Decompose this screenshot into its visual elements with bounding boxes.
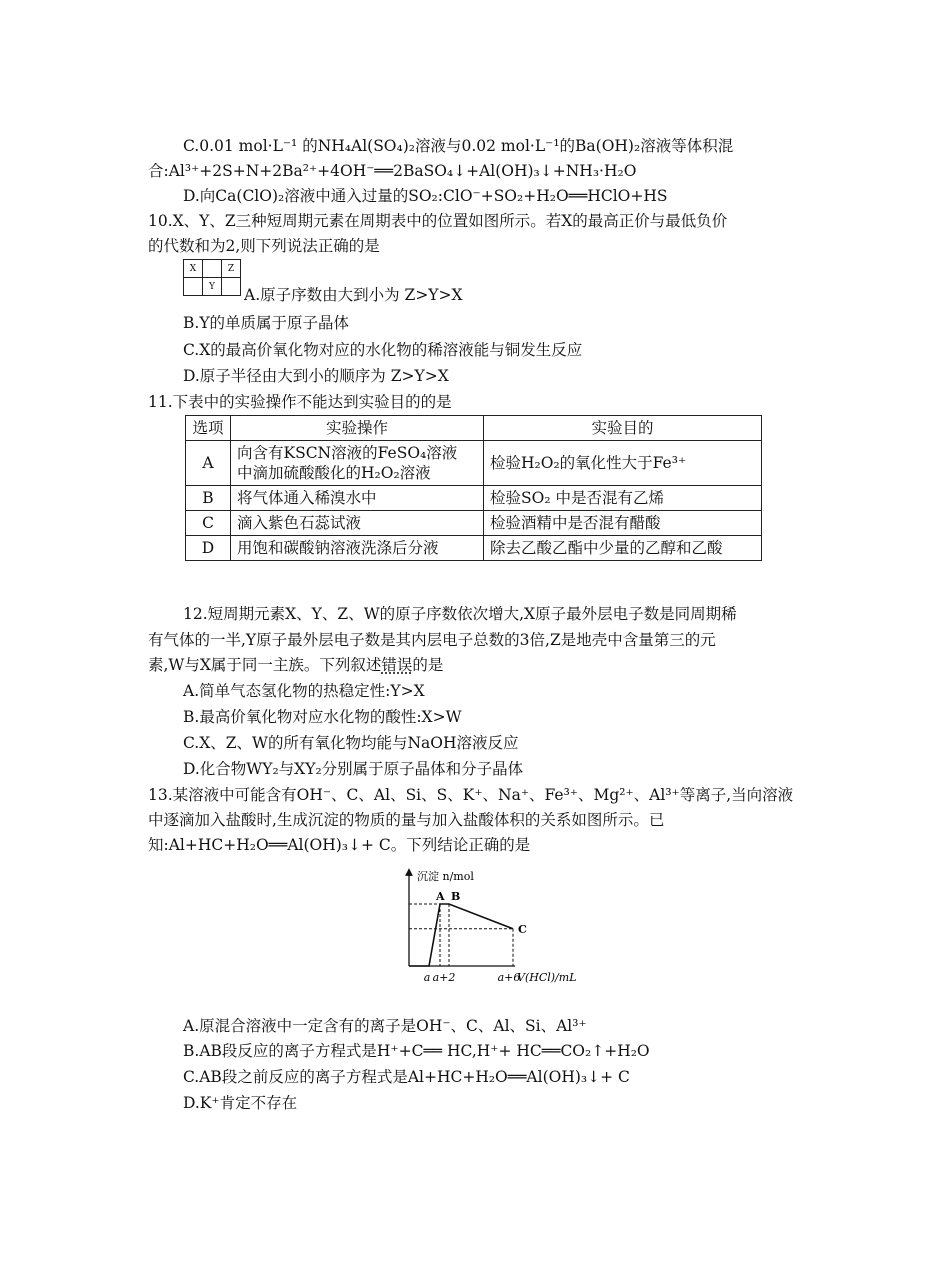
operation-cell [231,441,484,486]
q13-option-c: C.AB段之前反应的离子方程式是Al+HC+H₂O══Al(OH)₃↓+ C [183,1068,630,1086]
table-row [186,536,762,561]
operation-cell: 将气体通入稀溴水中 [231,486,484,511]
operation-line: 向含有KSCN溶液的FeSO₄溶液 [237,444,458,462]
option-cell: C [186,511,231,536]
q9-option-c-line2: 合:Al³⁺+2S+N+2Ba²⁺+4OH⁻══2BaSO₄↓+Al(OH)₃↓+NH₃·H₂O [148,162,637,180]
q13-stem-line2: 中逐滴加入盐酸时,生成沉淀的物质的量与加入盐酸体积的关系如图所示。已 [148,811,665,829]
q9-option-d: D.向Ca(ClO)₂溶液中通入过量的SO₂:ClO⁻+SO₂+H₂O══HClO+HS [183,187,668,205]
cell-empty [184,278,203,296]
q12-option-c: C.X、Z、W的所有氧化物均能与NaOH溶液反应 [183,734,519,752]
q12-option-b: B.最高价氧化物对应水化物的酸性:X>W [183,708,462,726]
option-cell: D [186,536,231,561]
operation-cell: 用饱和碳酸钠溶液洗涤后分液 [231,536,484,561]
q10-stem-line2: 的代数和为2,则下列说法正确的是 [148,237,380,255]
q12-stem-line3 [148,655,443,675]
table-header: 实验目的 [484,416,762,441]
cell-x: X [184,260,203,278]
periodic-table-fragment [183,259,241,296]
option-cell: A [186,441,231,486]
table-row [186,441,762,486]
experiment-table [185,415,762,561]
q10-option-c: C.X的最高价氧化物对应的水化物的稀溶液能与铜发生反应 [183,341,583,359]
cell-empty [203,260,222,278]
q11-stem: 11.下表中的实验操作不能达到实验目的的是 [148,393,452,411]
point-label: A [436,890,445,903]
table-header: 实验操作 [231,416,484,441]
table-row [186,486,762,511]
goal-cell: 除去乙酸乙酯中少量的乙醇和乙酸 [484,536,762,561]
table-header: 选项 [186,416,231,441]
q12-stem-text: 素,W与X属于同一主族。下列叙述 [148,656,382,674]
q10-option-d: D.原子半径由大到小的顺序为 Z>Y>X [183,367,449,385]
goal-cell: 检验H₂O₂的氧化性大于Fe³⁺ [484,441,762,486]
q13-option-d: D.K⁺肯定不存在 [183,1094,298,1112]
q12-emphasis: 错误 [381,656,413,674]
goal-cell: 检验酒精中是否混有醋酸 [484,511,762,536]
goal-cell: 检验SO₂ 中是否混有乙烯 [484,486,762,511]
q12-stem-line1: 12.短周期元素X、Y、Z、W的原子序数依次增大,X原子最外层电子数是同周期稀 [183,605,737,623]
q13-stem-line1: 13.某溶液中可能含有OH⁻、C、Al、Si、S、K⁺、Na⁺、Fe³⁺、Mg²⁺、Al³⁺等离子,当向溶液 [148,786,794,804]
q13-option-a: A.原混合溶液中一定含有的离子是OH⁻、C、Al、Si、Al³⁺ [183,1017,587,1035]
point-label: B [451,890,461,903]
x-tick-label: a+2 [432,971,456,984]
q12-stem-line2: 有气体的一半,Y原子最外层电子数是其内层电子总数的3倍,Z是地壳中含量第三的元 [148,631,716,649]
x-axis-label: V(HCl)/mL [517,971,577,984]
operation-cell: 滴入紫色石蕊试液 [231,511,484,536]
q12-stem-text: 的是 [412,656,444,674]
q13-option-b: B.AB段反应的离子方程式是H⁺+C══ HC,H⁺+ HC══CO₂↑+H₂O [183,1042,650,1060]
q10-option-b: B.Y的单质属于原子晶体 [183,314,350,332]
cell-z: Z [222,260,241,278]
operation-line: 中滴加硫酸酸化的H₂O₂溶液 [237,464,431,482]
y-axis-label: 沉淀 n/mol [417,870,474,883]
q10-option-a: A.原子序数由大到小为 Z>Y>X [244,286,463,304]
cell-y: Y [203,278,222,296]
q12-option-d: D.化合物WY₂与XY₂分别属于原子晶体和分子晶体 [183,760,524,778]
table-row [186,511,762,536]
point-label: C [518,922,527,936]
precipitate-chart [395,868,595,988]
x-tick-label: a+6 [497,971,521,984]
option-cell: B [186,486,231,511]
series-line [409,904,513,966]
cell-empty [222,278,241,296]
q12-option-a: A.简单气态氢化物的热稳定性:Y>X [183,682,425,700]
x-tick-label: a [423,971,431,984]
q9-option-c-line1: C.0.01 mol·L⁻¹ 的NH₄Al(SO₄)₂溶液与0.02 mol·L⁻¹的Ba(OH)₂溶液等体积混 [183,137,734,155]
q13-stem-line3: 知:Al+HC+H₂O══Al(OH)₃↓+ C。下列结论正确的是 [148,836,531,854]
q10-stem-line1: 10.X、Y、Z三种短周期元素在周期表中的位置如图所示。若X的最高正价与最低负价 [148,212,728,230]
